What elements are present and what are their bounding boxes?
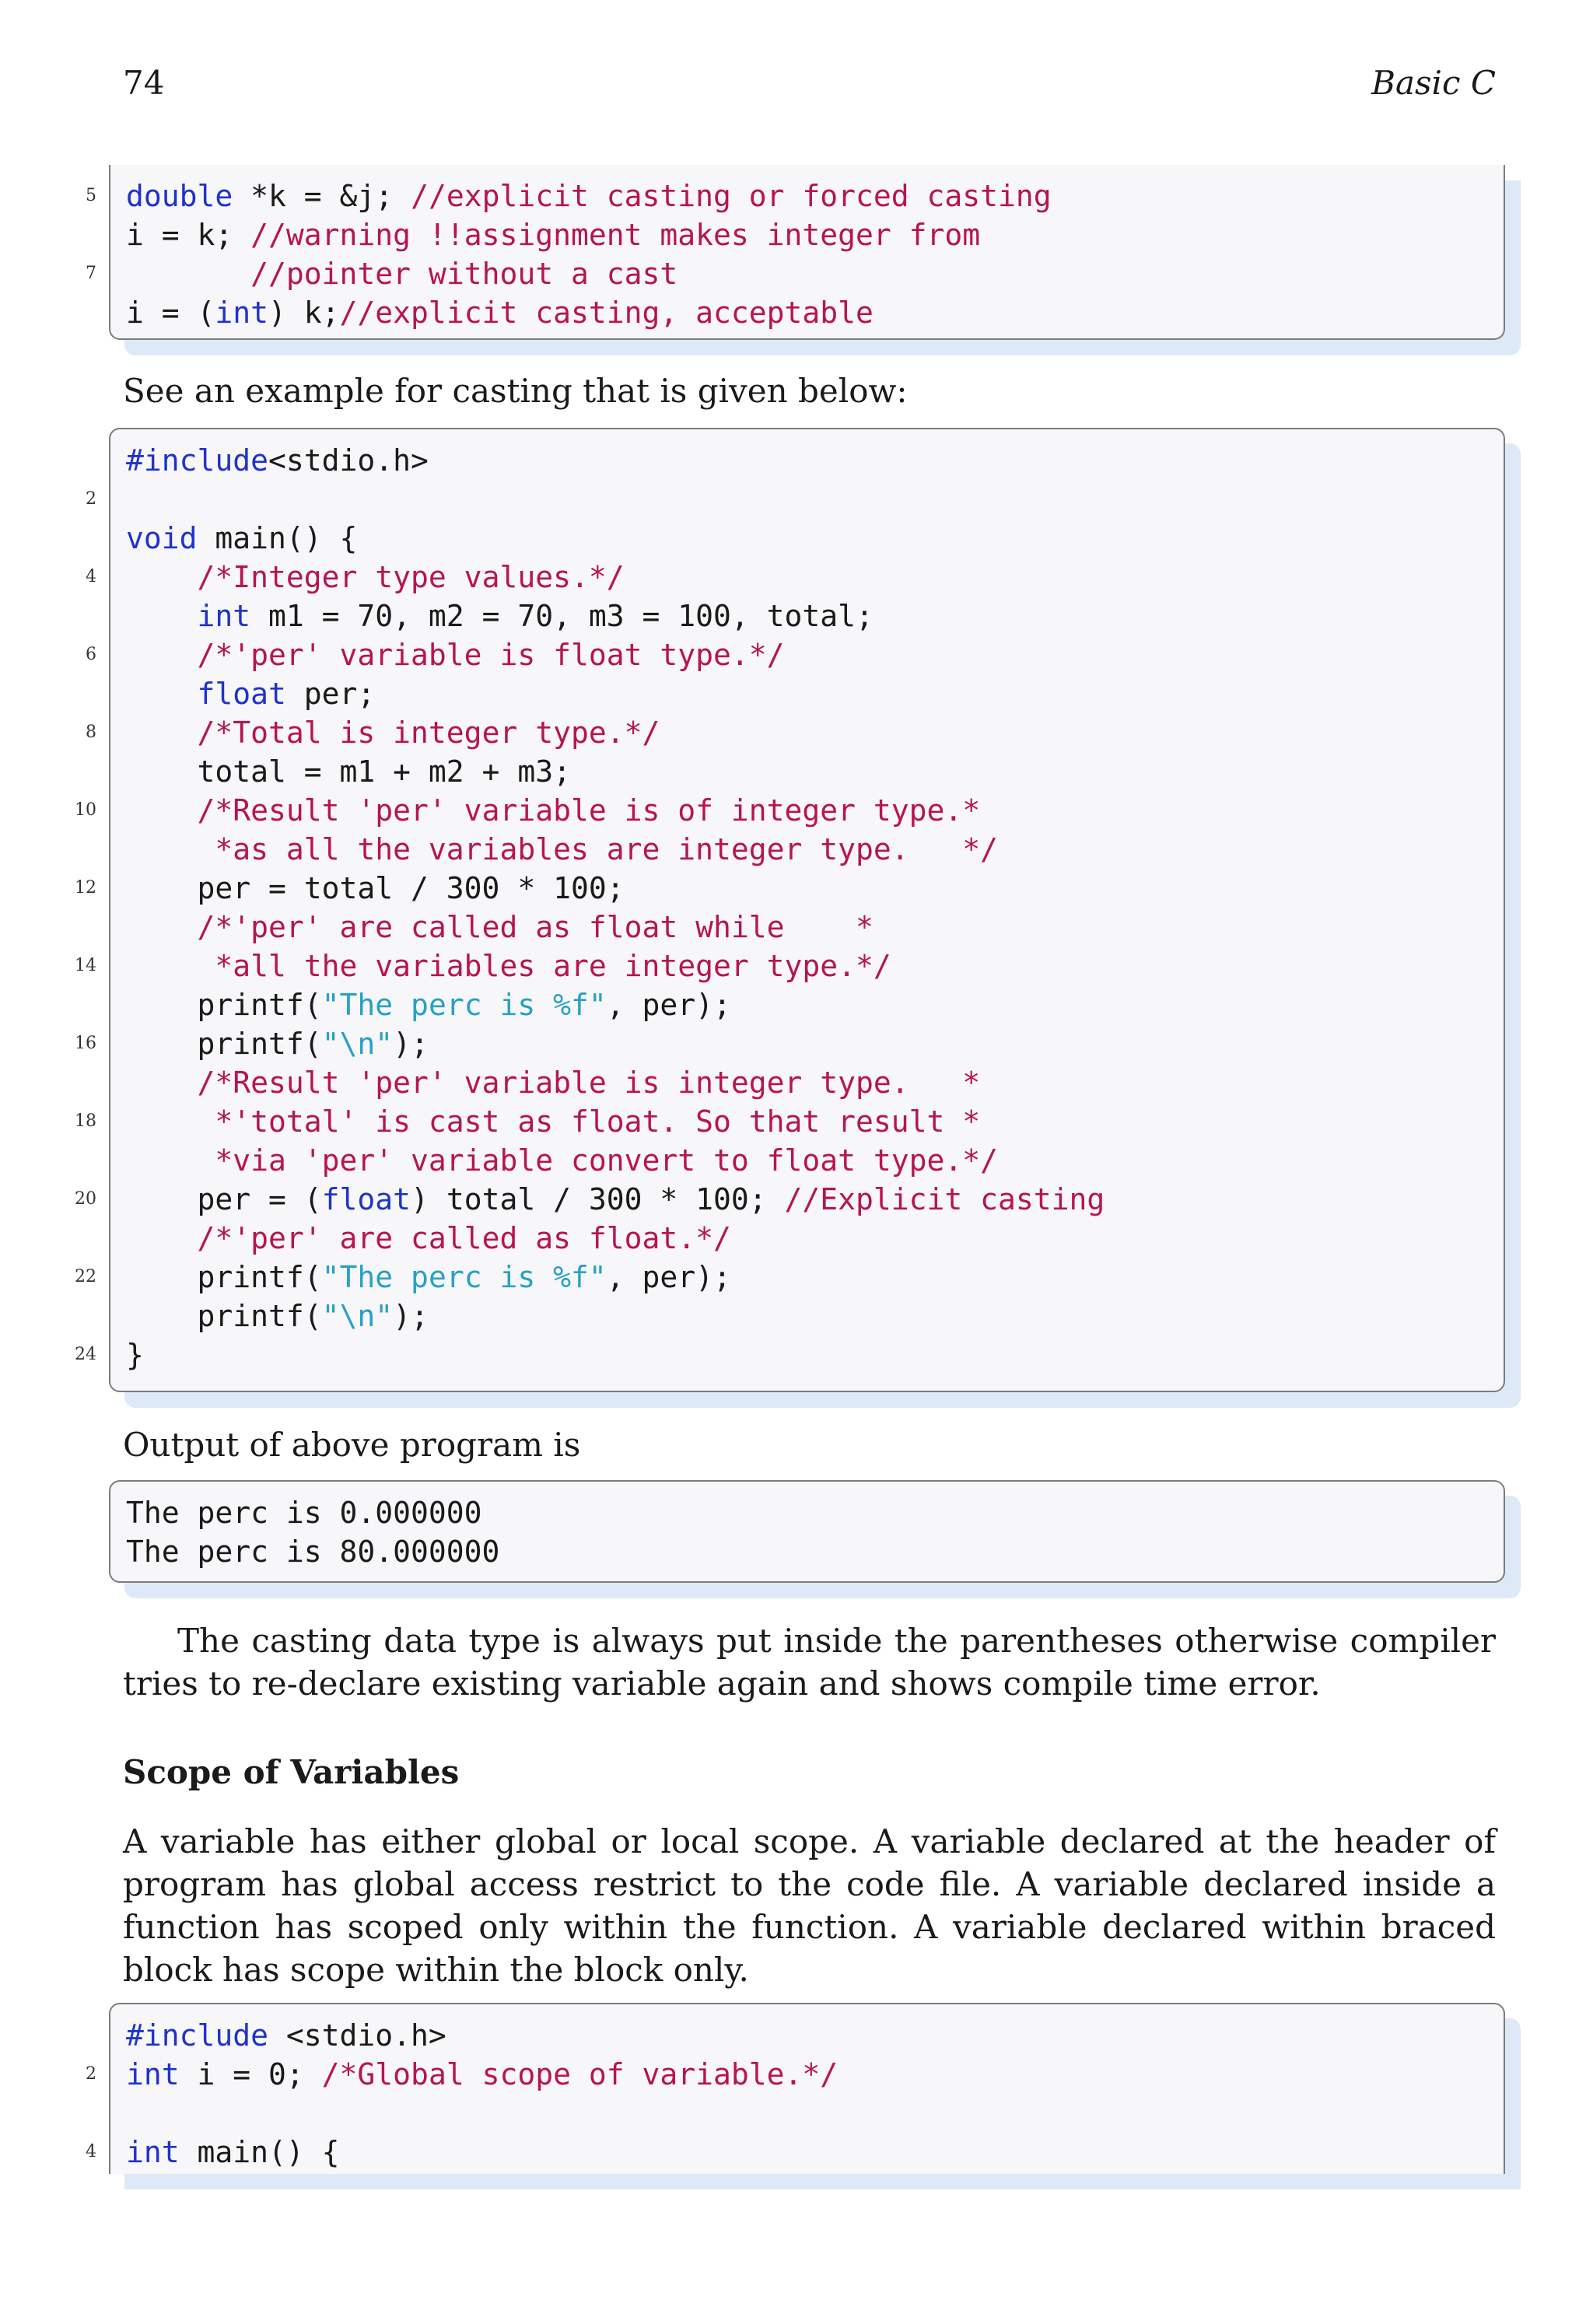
code-text	[126, 441, 429, 480]
line-number: 18	[75, 1111, 96, 1131]
code-text	[126, 830, 998, 869]
code-token: per = total / 300 * 100;	[126, 871, 625, 905]
code-token: int	[215, 296, 269, 330]
code-token	[126, 793, 198, 828]
code-token: m1 = 70, m2 = 70, m3 = 100, total;	[250, 599, 874, 633]
code-token	[126, 638, 198, 672]
code-token	[126, 560, 198, 594]
code-token: total = m1 + m2 + m3;	[126, 754, 571, 789]
code-token: main() {	[197, 521, 358, 555]
code-token	[126, 716, 198, 750]
code-token: );	[393, 1027, 429, 1061]
code-token	[126, 1221, 198, 1255]
code-token: //explicit casting, acceptable	[339, 296, 874, 330]
code-token: <stdio.h>	[268, 2018, 446, 2053]
code-text	[126, 558, 625, 597]
code-token: /*Global scope of variable.*/	[321, 2057, 839, 2091]
code-text	[126, 985, 731, 1024]
page-header	[123, 64, 1496, 110]
code-text	[126, 1102, 980, 1141]
code-token: <stdio.h>	[268, 443, 429, 478]
code-text	[126, 293, 874, 332]
code-token: /*Total is integer type.*/	[197, 716, 660, 750]
line-number: 24	[75, 1345, 96, 1364]
code-text	[126, 674, 375, 713]
code-token: /*Integer type values.*/	[197, 560, 625, 594]
code-token: i = (	[126, 296, 215, 330]
code-token: /*'per' variable is float type.*/	[197, 638, 785, 672]
paragraph-scope: A variable has either global or local scope. A variable declared at the header of program has global access restrict to the code file. A variable declared inside a function has scoped only within the function. A variable declared within braced block has scope within the block only.	[123, 1822, 1496, 1989]
program-output	[109, 1480, 1505, 1583]
code-text	[126, 908, 874, 947]
code-token: main() {	[179, 2135, 340, 2169]
line-number: 12	[75, 878, 96, 898]
code-token: "The perc is %f"	[321, 1260, 607, 1294]
code-token: int	[126, 2135, 180, 2169]
code-text	[126, 1219, 731, 1258]
code-token: The perc is 0.000000	[126, 1496, 482, 1530]
code-text	[126, 947, 891, 985]
code-text	[126, 869, 625, 908]
code-token	[126, 1104, 215, 1139]
code-text	[126, 1024, 429, 1063]
code-token: *via 'per' variable convert to float type.*/	[215, 1143, 999, 1178]
code-token: /*'per' are called as float.*/	[197, 1221, 731, 1255]
code-listing-1	[86, 165, 1505, 340]
line-number: 20	[75, 1189, 96, 1209]
code-text	[126, 215, 980, 254]
line-number: 8	[86, 723, 96, 742]
code-token	[126, 677, 198, 711]
code-text	[126, 752, 571, 791]
code-token: , per);	[606, 988, 731, 1022]
running-title: Basic C	[1371, 64, 1496, 102]
code-token: printf(	[126, 1299, 322, 1333]
code-token: //pointer without a cast	[250, 257, 678, 291]
code-token	[126, 949, 215, 983]
code-token: per = (	[126, 1182, 322, 1216]
code-token: int	[197, 599, 251, 633]
code-token	[126, 599, 198, 633]
line-number: 6	[86, 645, 96, 664]
code-text	[126, 2133, 340, 2172]
line-number: 22	[75, 1267, 96, 1286]
code-token: *'total' is cast as float. So that result *	[215, 1104, 981, 1139]
code-token: );	[393, 1299, 429, 1333]
line-number: 2	[86, 489, 96, 509]
code-token: float	[197, 677, 286, 711]
code-token: double	[126, 179, 233, 213]
code-text	[126, 1180, 1105, 1219]
line-number: 5	[86, 186, 96, 205]
code-text	[126, 177, 1052, 215]
code-token: float	[321, 1182, 411, 1216]
line-number: 4	[86, 567, 96, 586]
code-token: "\n"	[321, 1027, 394, 1061]
line-number: 2	[86, 2064, 96, 2084]
code-text	[126, 1258, 731, 1297]
paragraph-casting-note: The casting data type is always put inside the parentheses otherwise compiler tries to re-declare existing variable again and shows compile time error.	[123, 1622, 1496, 1703]
paragraph-output-label: Output of above program is	[123, 1426, 581, 1464]
code-token: #include	[126, 2018, 269, 2053]
code-token: The perc is 80.000000	[126, 1535, 500, 1569]
code-token: *as all the variables are integer type. */	[215, 832, 999, 866]
line-number: 4	[86, 2142, 96, 2161]
code-token: //Explicit casting	[784, 1182, 1105, 1216]
code-text	[126, 1532, 499, 1571]
code-token: }	[126, 1338, 144, 1372]
code-token: printf(	[126, 1260, 322, 1294]
code-token	[126, 910, 198, 944]
section-heading: Scope of Variables	[123, 1753, 460, 1791]
line-number: 10	[75, 800, 96, 820]
code-text	[126, 713, 660, 752]
code-token: per;	[285, 677, 376, 711]
code-token: "The perc is %f"	[321, 988, 607, 1022]
code-token: /*Result 'per' variable is of integer type.*	[197, 793, 981, 828]
paragraph-intro: See an example for casting that is given below:	[123, 372, 908, 410]
code-text	[126, 635, 785, 674]
code-text	[126, 2055, 838, 2094]
code-token: int	[126, 2057, 180, 2091]
line-number: 14	[75, 956, 96, 975]
code-token: *all the variables are integer type.*/	[215, 949, 891, 983]
code-token: ) total / 300 * 100;	[411, 1182, 785, 1216]
code-text	[126, 2016, 446, 2055]
code-text	[126, 597, 874, 635]
code-token: /*'per' are called as float while *	[197, 910, 874, 944]
code-token: //warning !!assignment makes integer from	[250, 218, 981, 252]
code-text	[126, 1297, 429, 1335]
code-text	[126, 791, 980, 830]
code-token: printf(	[126, 988, 322, 1022]
code-listing-2	[75, 428, 1505, 1392]
code-token: #include	[126, 443, 269, 478]
code-token	[126, 1143, 215, 1178]
code-token: i = k;	[126, 218, 251, 252]
code-token	[126, 832, 215, 866]
code-token: printf(	[126, 1027, 322, 1061]
code-text	[126, 1335, 144, 1374]
code-token: , per);	[606, 1260, 731, 1294]
code-token: ) k;	[268, 296, 340, 330]
page-number: 74	[123, 64, 165, 102]
code-listing-3	[86, 2003, 1505, 2174]
code-token: *k = &j;	[233, 179, 411, 213]
code-token	[126, 257, 250, 291]
code-token: /*Result 'per' variable is integer type. *	[197, 1066, 981, 1100]
code-token: void	[126, 521, 198, 555]
code-token: "\n"	[321, 1299, 394, 1333]
code-token: //explicit casting or forced casting	[411, 179, 1052, 213]
code-text	[126, 1063, 980, 1102]
code-token: i = 0;	[179, 2057, 322, 2091]
code-token	[126, 1066, 198, 1100]
line-number: 16	[75, 1034, 96, 1053]
code-text	[126, 254, 677, 293]
code-text	[126, 1493, 482, 1532]
code-text	[126, 519, 357, 558]
code-text	[126, 1141, 998, 1180]
line-number: 7	[86, 264, 96, 283]
